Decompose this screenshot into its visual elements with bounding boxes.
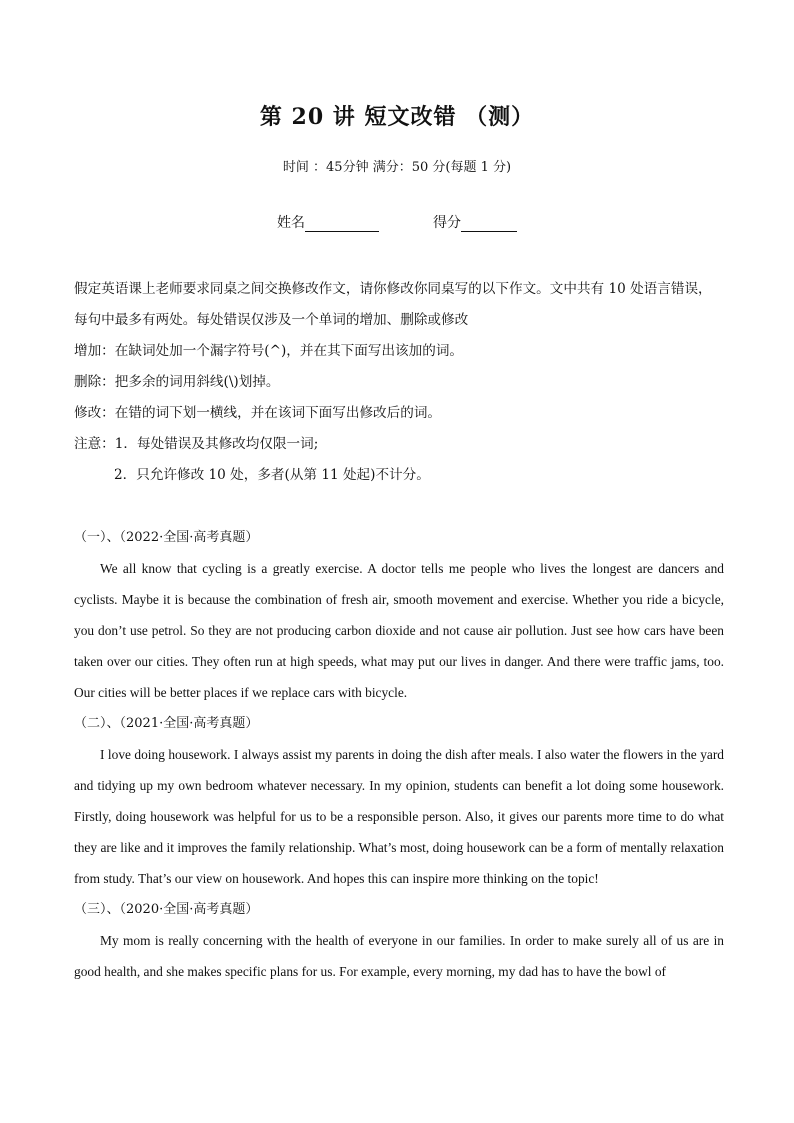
section-heading: （一）、（2022·全国·高考真题） [74,530,259,545]
instruction-note-2: 2．只允许修改 10 处，多者(从第 11 处起)不计分。 [114,467,430,483]
score-label: 得分 [433,215,461,231]
instruction-delete: 删除：把多余的词用斜线(\)划掉。 [74,374,280,390]
section-passage: We all know that cycling is a greatly exercise. A doctor tells me people who lives the longest are dancers and cyclists. Maybe it is because the combination of fresh air, smooth movement and exercise. Whether you ride a bicycle, you don’t use petrol. So they are not producing carbon dioxide and not cause air pollution. Just see how cars have been taken over our cities. They often run at high speeds, what may put our lives in danger. And there were traffic jams, too. Our cities will be better places if we replace cars with bicycle. [74,561,724,700]
page-title: 第 20 讲 短文改错 （测） [259,104,535,130]
exam-meta: 时间 ：45分钟 满分：50 分(每题 1 分) [282,160,512,175]
section-heading: （三）、（2020·全国·高考真题） [74,902,259,917]
instruction-intro: 假定英语课上老师要求同桌之间交换修改作文，请你修改你同桌写的以下作文。文中共有 10 处语言错误，每句中最多有两处。每处错误仅涉及一个单词的增加、删除或修改 [74,281,712,328]
section-passage: I love doing housework. I always assist my parents in doing the dish after meals. I also water the flowers in the yard and tidying up my own bedroom whatever necessary. In my opinion, students can benefit a lot doing some housework. Firstly, doing housework was helpful for us to be a responsible person. Also, it gives our parents more time to do what they are like and it improves the family relationship. What’s most, doing housework can be a form of mentally relaxation from study. That’s our view on housework. And hopes this can inspire more thinking on the topic! [74,747,724,886]
score-blank[interactable] [461,217,517,232]
instruction-add: 增加：在缺词处加一个漏字符号(^)，并在其下面写出该加的词。 [74,343,464,359]
student-fields [0,212,794,232]
instructions [74,274,724,491]
section-heading: （二）、（2021·全国·高考真题） [74,716,259,731]
exercise-sections [74,522,724,987]
name-blank[interactable] [305,217,379,232]
instruction-modify: 修改：在错的词下划一横线，并在该词下面写出修改后的词。 [74,405,442,421]
section-passage: My mom is really concerning with the health of everyone in our families. In order to make surely all of us are in good health, and she makes specific plans for us. For example, every morning, my dad has to have the bowl of [74,933,724,979]
name-label: 姓名 [277,215,305,231]
instruction-note-1: 注意：1．每处错误及其修改均仅限一词; [74,436,319,452]
